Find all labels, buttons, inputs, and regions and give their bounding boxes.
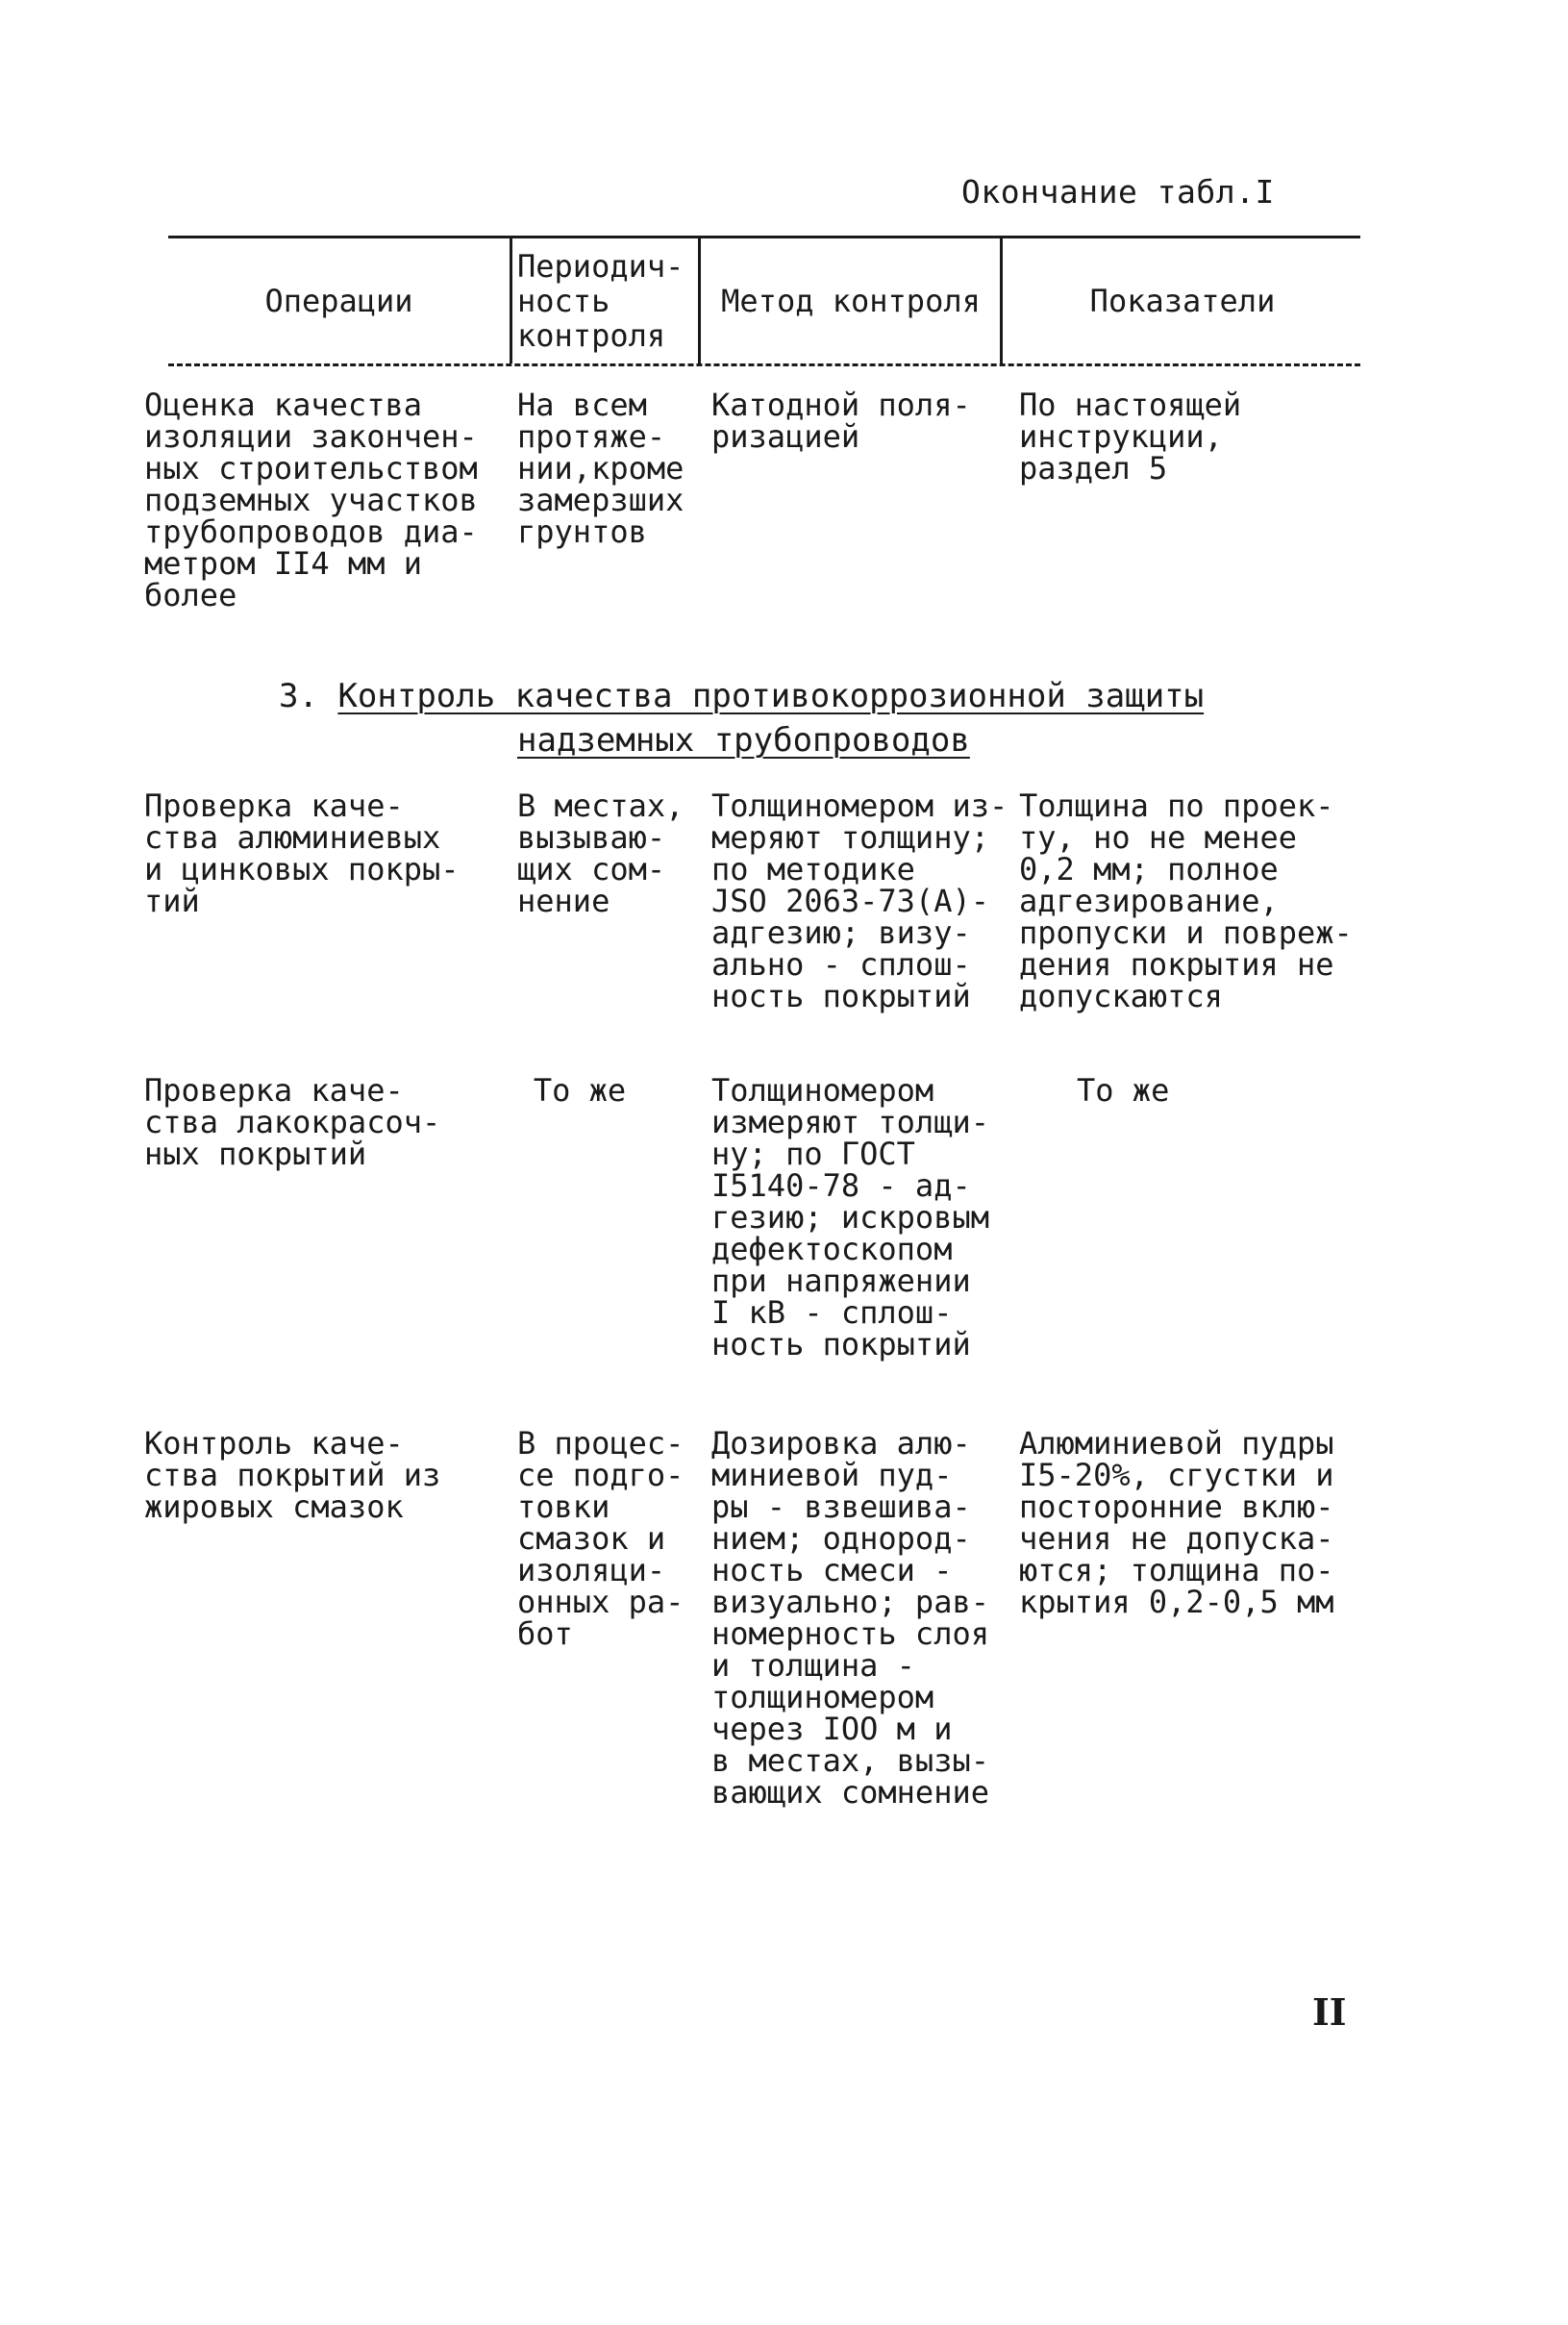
header-operations: Операции xyxy=(264,282,413,319)
header-indicators: Показатели xyxy=(1089,282,1276,319)
row3-method: Толщиномером измеряют толщи- ну; по ГОСТ I5140-78 - ад- гезию; искровым дефектоскопом при напряжении I кВ - сплош- ность покрытий xyxy=(711,1072,989,1362)
row4-periodicity: В процес- се подго- товки смазок и изоляци- онных ра- бот xyxy=(517,1425,684,1652)
row1-periodicity: На всем протяже- нии,кроме замерзших грунтов xyxy=(517,387,684,550)
row4-method: Дозировка алю- миниевой пуд- ры - взвешива- нием; однород- ность смеси - визуально; рав- номерность слоя и толщина - толщиномером через IOO м и в местах, вызы- вающих сомнение xyxy=(711,1425,989,1811)
section-title-line1 xyxy=(279,673,1204,719)
section-title-line2 xyxy=(517,717,970,763)
section-title-text-2: надземных трубопроводов xyxy=(517,721,970,760)
table-top-rule xyxy=(168,236,1360,238)
table-caption: Окончание табл.I xyxy=(961,173,1275,211)
row4-indicators: Алюминиевой пудры I5-20%, сгустки и посторонние вклю- чения не допуска- ются; толщина по- крытия 0,2-0,5 мм xyxy=(1019,1425,1334,1620)
row1-method: Катодной поля- ризацией xyxy=(711,387,971,455)
row4-operation: Контроль каче- ства покрытий из жировых смазок xyxy=(144,1425,441,1525)
header-periodicity: Периодич- ность контроля xyxy=(517,247,684,354)
row3-periodicity: То же xyxy=(533,1072,627,1109)
column-divider-1 xyxy=(510,236,512,363)
section-title-text: Контроль качества противокоррозионной защиты xyxy=(337,677,1205,715)
section-number: 3. xyxy=(279,677,318,715)
header-bottom-rule xyxy=(168,363,1360,366)
row3-operation: Проверка каче- ства лакокрасоч- ных покрытий xyxy=(144,1072,441,1172)
column-divider-3 xyxy=(1000,236,1003,363)
row2-method: Толщиномером из- меряют толщину; по методике JSO 2063-73(A)- адгезию; визу- ально - сплош- ность покрытий xyxy=(711,788,1008,1014)
row1-operation: Оценка качества изоляции закончен- ных строительством подземных участков трубопроводов диа- метром II4 мм и более xyxy=(144,387,478,613)
page-number: II xyxy=(1312,1990,1347,2034)
row3-indicators: То же xyxy=(1077,1072,1170,1109)
row2-operation: Проверка каче- ства алюминиевых и цинковых покры- тий xyxy=(144,788,460,919)
row1-indicators: По настоящей инструкции, раздел 5 xyxy=(1019,387,1242,487)
row2-periodicity: В местах, вызываю- щих сом- нение xyxy=(517,788,684,919)
row2-indicators: Толщина по проек- ту, но не менее 0,2 мм; полное адгезирование, пропуски и повреж- дения покрытия не допускаются xyxy=(1019,788,1353,1014)
header-method: Метод контроля xyxy=(721,282,981,319)
column-divider-2 xyxy=(698,236,701,363)
